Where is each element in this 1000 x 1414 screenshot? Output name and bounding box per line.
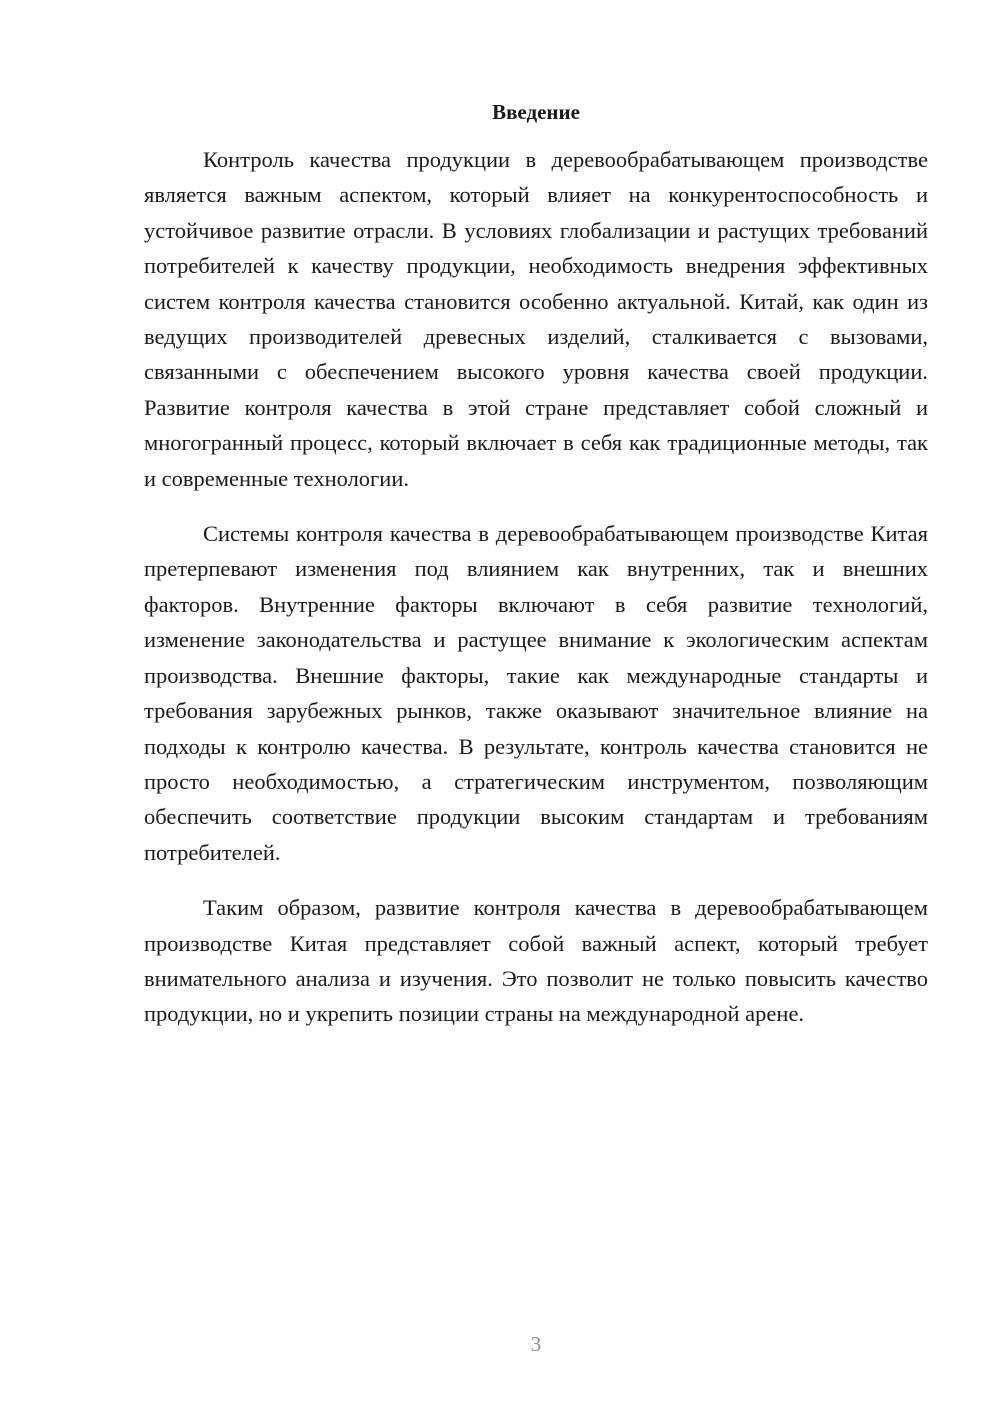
page-title: Введение [492,100,580,124]
paragraph-2: Системы контроля качества в деревообрабатывающем производстве Китая претерпевают изменения под влиянием как внутренних, так и внешних факторов. Внутренние факторы включают в себя развитие технологий, изменение законодательства и растущее внимание к экологическим аспектам производства. Внешние факторы, такие как международные стандарты и требования зарубежных рынков, также оказывают значительное влияние на подходы к контролю качества. В результате, контроль качества становится не просто необходимостью, а стратегическим инструментом, позволяющим обеспечить соответствие продукции высоким стандартам и требованиям потребителей. [144,521,928,865]
page-content [144,96,928,1032]
page-number: 3 [530,1332,542,1356]
paragraph-3: Таким образом, развитие контроля качества в деревообрабатывающем производстве Китая представляет собой важный аспект, который требует внимательного анализа и изучения. Это позволит не только повысить качество продукции, но и укрепить позиции страны на международной арене. [144,895,928,1027]
paragraph-1: Контроль качества продукции в деревообрабатывающем производстве является важным аспектом, который влияет на конкурентоспособность и устойчивое развитие отрасли. В условиях глобализации и растущих требований потребителей к качеству продукции, необходимость внедрения эффективных систем контроля качества становится особенно актуальной. Китай, как один из ведущих производителей древесных изделий, сталкивается с вызовами, связанными с обеспечением высокого уровня качества своей продукции. Развитие контроля качества в этой стране представляет собой сложный и многогранный процесс, который включает в себя как традиционные методы, так и современные технологии. [144,147,928,491]
